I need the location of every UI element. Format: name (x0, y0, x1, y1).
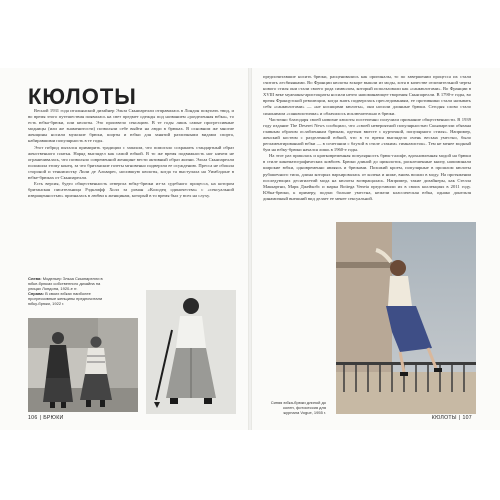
running-head: КЮЛОТЫ (431, 415, 457, 421)
paragraph: предпочитавшие носить брюки, расценивались как оригиналы, то по завершении процесса их стали считать лесбиянками. Во Франции кюлоты вскоре вышли из моды, хотя в качестве отличительной черты нового стиля они стали своего рода символом, который использовали как «санкюлотами». Во Франции в XVIII веке мужчины-аристократы носили нечто напоминающее творения Скьяпарелли. В 1790-е годы, во время Французской революции, когда знать подверглась преследованиям, ее противники стали называть себя «санкюлотами» — «не носящими кюлоты», они носили длинные брюки. Сегодня слово стало синонимом «санкюлотизма» и облачилось исключительно в брюки. (263, 74, 471, 116)
culottes-photo (146, 290, 236, 414)
paragraph: На этот раз пришлась и кратковременная популярность брюк-галифе, вдохновленная модой на брюки в стиле кинематографических ковбоев. Брюки длиной до щиколоток, расклешенные книзу, напоминали широкие юбки, одновременно являясь и брюками. Похожий кроем, популярные в прошлом кюлоты рубашечного типа, длина которых варьировалась от колена и ниже, вновь вошли в моду. На протяжении последующих десятилетий мода на кюлоты возвращалась. Например, такие дизайнеры, как Стелла Маккартни, Марк Джейкобс и марка Bottega Veneta представили их в своих коллекциях в 2011 году. Юбка-брюки, к примеру, подчас больше уместна, нежели классическая юбка, однако донельзя динамичный внешний вид делает ее менее сексуальной. (263, 153, 471, 201)
right-page-footer: КЮЛОТЫ | 107 (431, 415, 472, 421)
caption-text: В своих юбках наиболее прогрессивные женщины предпочитали юбку-брюки, 1922 г. (28, 291, 103, 306)
paragraph: Этот гибрид пытался примирить традиции с запахом, что помогало сохранить стандартный образ женственного платья. Наряд выглядел как самой юбкой. В то же время подвижность ног ничем не ограничивалась, что позволяло современной женщине вести активный образ жизни. Эльза Скьяпарелли положила этому конец, за что британские газеты мгновенно подвергли ее осуждению. Пресса не обошла стороной и теннисистку Лили де Альварес, носившую кюлоты, когда та выступала на Уимблдоне в юбке-брюках от Скьяпарелли. (28, 144, 234, 181)
book-gutter (248, 68, 252, 430)
photo-caption-right: Синяя юбка-брюки длиной до колен, фотосессия для журнала Vogue, 1955 г. (270, 400, 326, 415)
page-number: 107 (462, 415, 472, 421)
left-body-text (28, 108, 234, 199)
caption-text: Модельер Эльза Скьяпарелли в юбке-брюках собственного дизайна на улицах Лондона, 1920-е гг. (28, 276, 103, 291)
photo-caption-left (28, 276, 104, 306)
paragraph: Весной 1931 года итальянский дизайнер Эльза Скьяпарелли отправилась в Лондон покупать твид, и во время этого путешествия появилась на свет предмет одежды под названием «разделенная юбка», то есть юбка-брюки, или кюлоты. Это произвело сенсацию. В те годы лишь самые прогрессивные модницы (или же знаменитости) позволяли себе выйти на люди в брюках. В основном же многие женщины носили мужские брюки, шорты и юбки для занятий различными видами спорта, набиравшими популярность в те годы. (28, 108, 234, 144)
right-body-text (263, 74, 471, 202)
running-head: БРЮКИ (43, 415, 64, 421)
caption-label: Слева: (28, 276, 42, 281)
left-page-footer: 106 | БРЮКИ (28, 415, 64, 421)
caption-label: Справа: (28, 291, 44, 296)
street-photo (28, 318, 138, 412)
paragraph: Есть версия, будто общественность отвергла юбку-брюки из-за судебного процесса, на котором британская писательница Рэдклифф Холл за роман «Колодец одиночества» с «сексуальной извращенностью» призналась в любви к женщинам, который в то время был у всех на слуху. (28, 181, 234, 199)
vogue-photo (336, 222, 476, 414)
paragraph: Частично благодаря своей новизне кюлоты постепенно получили признание общественности. В 1939 году издание The Deseret News сообщило, что «своей невероятной популярностью Скьяпарелли обязана главным образом ослабленным брюкам, одетым вместе с курточкой, популярного стиля». Например, женский костюм с разделенной юбкой, что в то время выглядело очень весьма уместно, было регламентированной юбки — в сочетании с блузой в стиле «таким» гимназисток». Тем не менее модный бум на юбку-брюки начался лишь в 1960-е годы. (263, 116, 471, 153)
page-number: 106 (28, 415, 38, 421)
page-title: КЮЛОТЫ (28, 84, 137, 109)
